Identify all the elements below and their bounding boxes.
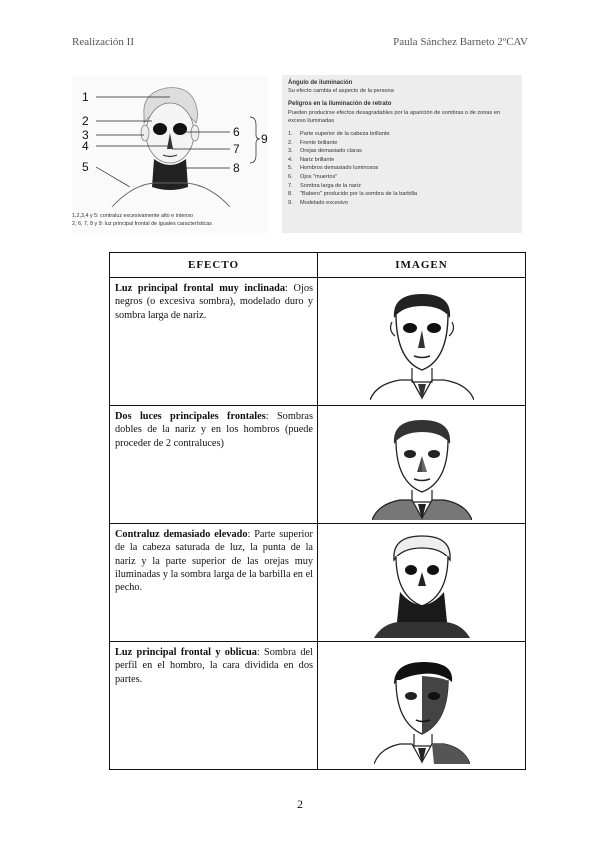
image-cell	[318, 278, 526, 406]
table-row	[110, 524, 526, 642]
caption-line-2: 2, 6, 7, 8 y 9: luz principal frontal de iguales características	[72, 221, 212, 227]
notes-title: Ángulo de iluminación	[288, 80, 353, 86]
effect-description: : Sombras dobles de la nariz y en los hombros (puede proceder de 2 contraluces)	[115, 411, 313, 449]
portrait-high-backlight	[374, 532, 470, 638]
column-header-image: IMAGEN	[318, 253, 526, 278]
effect-description: : Ojos negros (o excesiva sombra), modelado duro y sombra larga de nariz.	[115, 283, 313, 321]
head-diagram-figure	[72, 75, 268, 233]
portrait-double-frontal-light	[372, 416, 472, 520]
effect-description: : Parte superior de la cabeza saturada de luz, la punta de la nariz y la parte superior de las orejas muy iluminadas y la sombra larga de la barbilla en el pecho.	[115, 529, 313, 594]
list-item: 9. Modelado excesivo	[288, 199, 348, 206]
effect-title: Contraluz demasiado elevado	[115, 529, 248, 540]
image-cell	[318, 406, 526, 524]
label-4: 4	[82, 139, 89, 153]
effect-title: Luz principal frontal y oblicua	[115, 647, 257, 658]
image-cell	[318, 642, 526, 770]
lighting-notes-figure	[282, 75, 522, 233]
effect-cell	[110, 524, 318, 642]
effects-table	[109, 252, 526, 770]
label-8: 8	[233, 161, 240, 175]
image-cell	[318, 524, 526, 642]
list-item: 3. Orejas demasiado claras	[288, 148, 362, 155]
label-7: 7	[233, 142, 240, 156]
list-item: 2. Frente brillante	[288, 139, 338, 146]
head-diagram-caption	[72, 212, 272, 228]
label-5: 5	[82, 160, 89, 174]
effect-title: Luz principal frontal muy inclinada	[115, 283, 286, 294]
notes-heading: Peligros en la iluminación de retrato	[288, 101, 392, 107]
effect-cell	[110, 642, 318, 770]
list-item: 7. Sombra larga de la nariz	[288, 182, 361, 189]
notes-list	[288, 130, 417, 207]
table-row	[110, 406, 526, 524]
label-6: 6	[233, 125, 240, 139]
header-left: Realización II	[72, 36, 134, 48]
label-2: 2	[82, 114, 89, 128]
table-row	[110, 278, 526, 406]
list-item: 5. Hombros demasiado luminosos	[288, 165, 379, 172]
list-item: 6. Ojos "muertos"	[288, 173, 338, 180]
label-9: 9	[261, 132, 268, 146]
column-header-effect: EFECTO	[110, 253, 318, 278]
notes-intro: Pueden producirse efectos desagradables por la aparición de sombras o de zonas en exceso iluminadas	[288, 110, 501, 124]
table-row	[110, 642, 526, 770]
notes-subtitle: Su efecto cambia el aspecto de la persona	[288, 88, 394, 94]
list-item: 8. "Babero" producido por la sombra de la barbilla	[288, 191, 418, 198]
label-3: 3	[82, 128, 89, 142]
list-item: 4. Nariz brillante	[288, 156, 335, 163]
effect-title: Dos luces principales frontales	[115, 411, 266, 422]
table-header-row	[110, 253, 526, 278]
caption-line-1: 1,2,3,4 y 5: contraluz excesivamente alto e intenso	[72, 213, 194, 219]
header-right: Paula Sánchez Barneto 2ºCAV	[393, 36, 528, 48]
effect-cell	[110, 406, 318, 524]
portrait-steep-frontal-light	[370, 288, 474, 400]
portrait-oblique-frontal-light	[374, 658, 470, 764]
label-1: 1	[82, 90, 89, 104]
page-number: 2	[297, 797, 303, 811]
head-diagram	[72, 75, 268, 213]
effect-cell	[110, 278, 318, 406]
effect-description: : Sombra del perfil en el hombro, la cara dividida en dos partes.	[115, 647, 313, 685]
list-item: 1. Parte superior de la cabeza brillante	[288, 131, 390, 137]
